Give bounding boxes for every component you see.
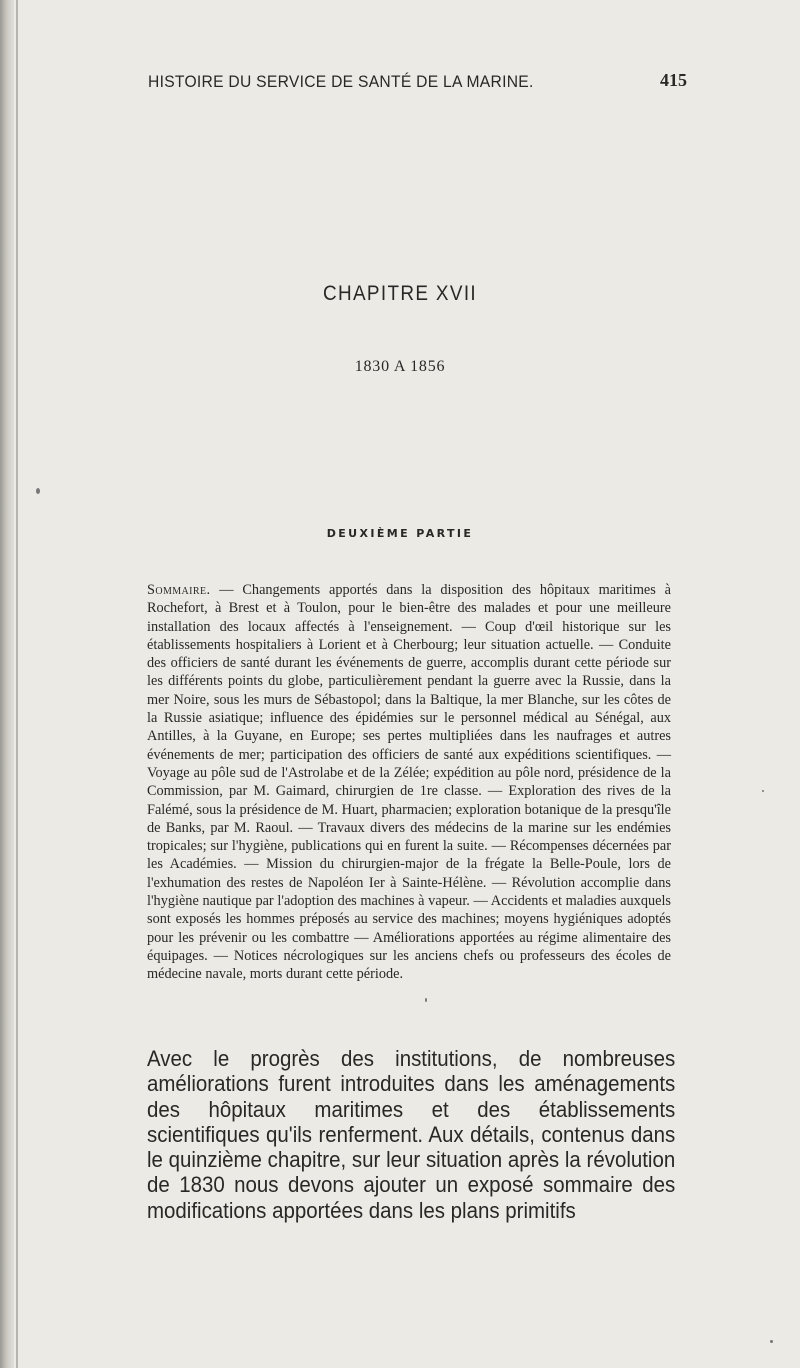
binding-line [16,0,18,1368]
summary-text: — Changements apportés dans la disposition des hôpitaux maritimes à Rochefort, à Brest et à Toulon, pour le bien-être des malades et pour une meilleure installation des locaux affectés à l'enseignement. — Coup d'œil historique sur les établissements hospitaliers à Lorient et à Cherbourg; leur situation actuelle. — Conduite des officiers de santé durant les événements de guerre, accomplis durant cette période sur les différents points du globe, particulièrement pendant la guerre avec la Russie, dans la mer Noire, sous les murs de Sébastopol; dans la Baltique, la mer Blanche, sur les côtes de la Russie asiatique; influence des épidémies sur le personnel médical au Sénégal, aux Antilles, à la Guyane, en Europe; ses pertes multipliées dans les naufrages et autres événements de mer; participation des officiers de santé aux expéditions scientifiques. — Voyage au pôle sud de l'Astrolabe et de la Zélée; expédition au pôle nord, présidence de la Commission, par M. Gaimard, chirurgien de 1re classe. — Exploration des rives de la Falémé, sous la présidence de M. Huart, pharmacien; exploration botanique de la presqu'île de Banks, par M. Raoul. — Travaux divers des médecins de la marine sur les endémies tropicales; sur l'hygiène, publications qui en furent la suite. — Récompenses décernées par les Académies. — Mission du chirurgien-major de la frégate la Belle-Poule, lors de l'exhumation des restes de Napoléon Ier à Sainte-Hélène. — Révolution accomplie dans l'hygiène nautique par l'adoption des machines à vapeur. — Accidents et maladies auxquels sont exposés les hommes préposés au service des machines; moyens hygiéniques adoptés pour les prévenir ou les combattre — Améliorations apportées au régime alimentaire des équipages. — Notices nécrologiques sur les anciens chefs ou professeurs des écoles de médecine navale, morts durant cette période. [147,582,671,983]
chapter-title: CHAPITRE XVII [322,282,478,305]
part-title: DEUXIÈME PARTIE [326,527,474,540]
chapter-summary [147,581,671,984]
print-speck [770,1340,773,1343]
chapter-date-range: 1830 A 1856 [354,358,446,375]
print-speck [36,488,40,494]
binding-edge [0,0,14,1368]
page-number: 415 [660,70,687,90]
print-speck [762,790,764,792]
body-paragraph: Avec le progrès des institutions, de nombreuses améliorations furent introduites dans les aménagements des hôpitaux maritimes et des établissements scientifiques qu'ils renferment. Aux détails, contenus dans le quinzième chapitre, sur leur situation après la révolution de 1830 nous devons ajouter un exposé sommaire des modifications apportées dans les plans primitifs [147,1046,676,1223]
print-speck [425,998,427,1002]
running-head: HISTOIRE DU SERVICE DE SANTÉ DE LA MARINE. [148,72,534,91]
summary-lead: Sommaire. [147,582,211,598]
